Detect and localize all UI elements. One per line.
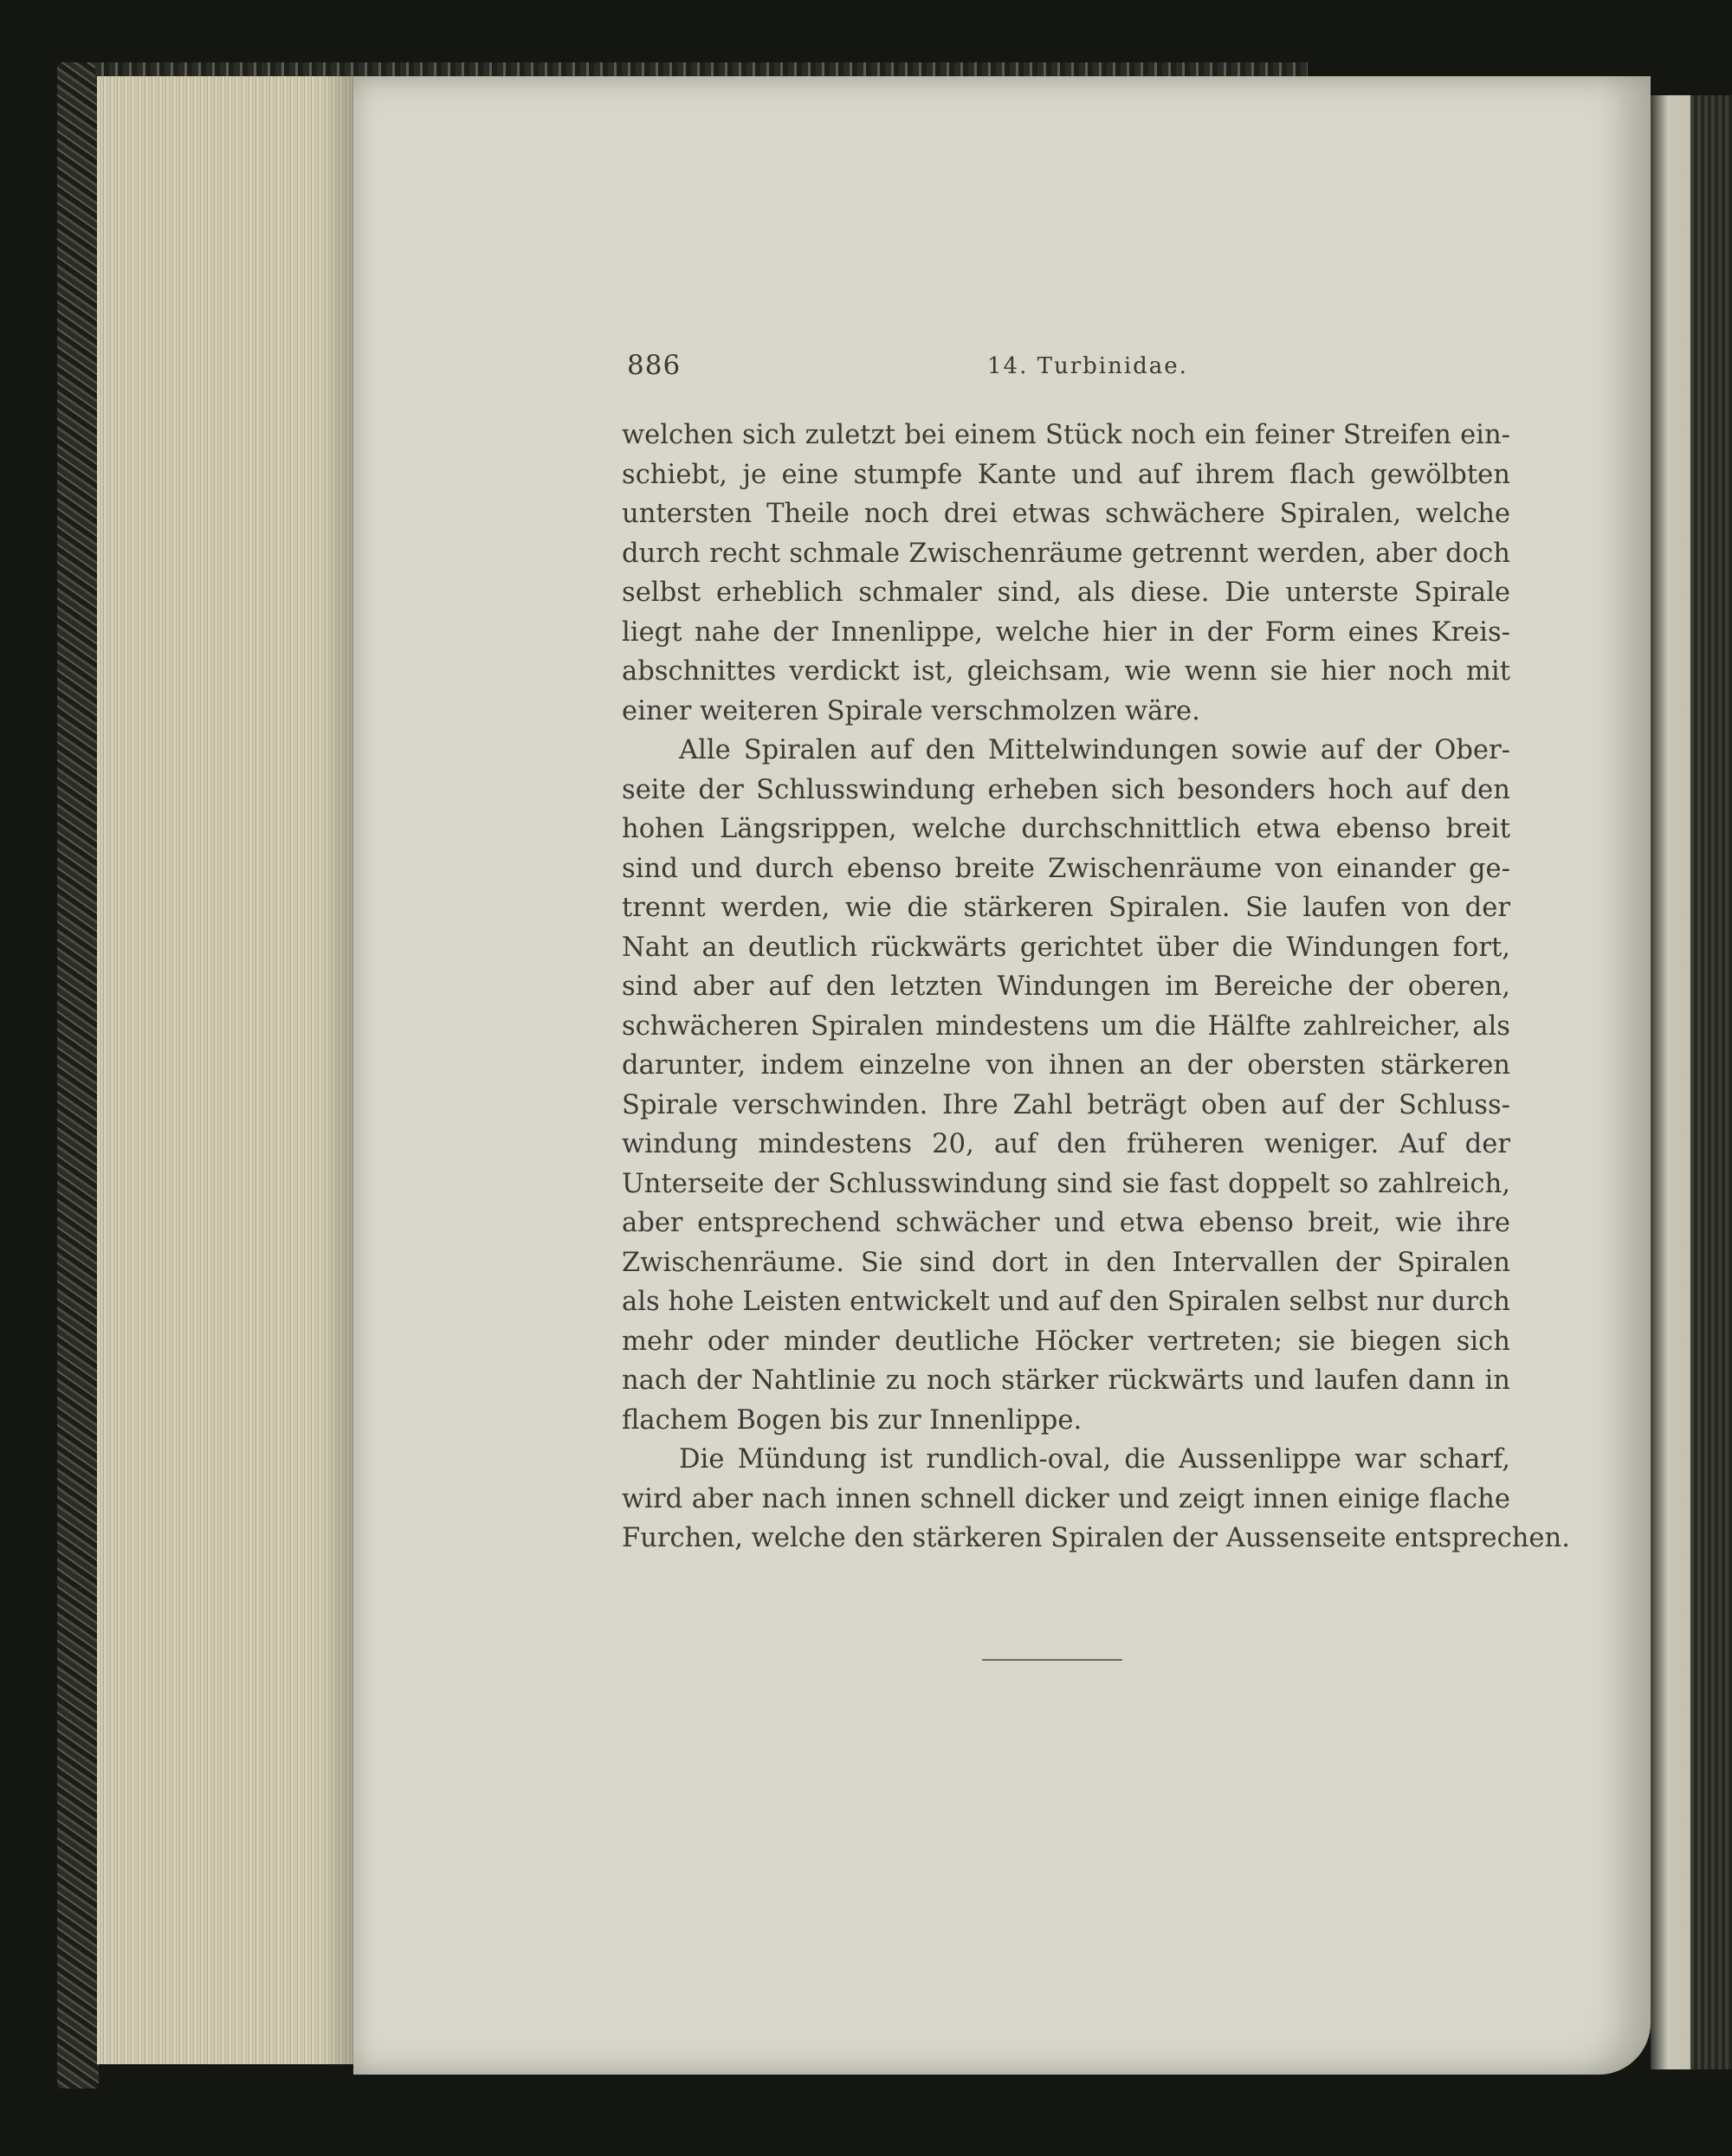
paragraph-2 (622, 731, 1510, 1440)
text-line: Naht an deutlich rückwärts gerichtet über die Windungen fort, (622, 932, 1510, 963)
text-line: einer weiteren Spirale verschmolzen wäre. (622, 695, 1200, 726)
text-line: untersten Theile noch drei etwas schwächere Spiralen, welche (622, 499, 1510, 529)
text-line: mehr oder minder deutliche Höcker vertreten; sie biegen sich (622, 1326, 1510, 1357)
text-line: Die Mündung ist rundlich-oval, die Aussenlippe war scharf, (679, 1444, 1510, 1475)
text-line: Alle Spiralen auf den Mittelwindungen sowie auf der Ober- (679, 735, 1510, 765)
text-line: aber entsprechend schwächer und etwa ebenso breit, wie ihre (622, 1208, 1510, 1238)
text-line: nach der Nahtlinie zu noch stärker rückwärts und laufen dann in (622, 1365, 1510, 1396)
text-line: sind und durch ebenso breite Zwischenräume von einander ge- (622, 853, 1510, 884)
text-line: selbst erheblich schmaler sind, als diese. Die unterste Spirale (622, 578, 1510, 608)
text-line: schiebt, je eine stumpfe Kante und auf ihrem flach gewölbten (622, 459, 1510, 490)
text-line: Furchen, welche den stärkeren Spiralen der Aussenseite entsprechen. (622, 1523, 1570, 1553)
text-line: wird aber nach innen schnell dicker und zeigt innen einige flache (622, 1483, 1510, 1514)
text-line: seite der Schlusswindung erheben sich besonders hoch auf den (622, 774, 1510, 805)
text-line: schwächeren Spiralen mindestens um die Hälfte zahlreicher, als (622, 1010, 1510, 1042)
text-line: Spirale verschwinden. Ihre Zahl beträgt oben auf der Schluss- (622, 1089, 1510, 1120)
book-cover-left (57, 62, 99, 2088)
page-edges-left (97, 76, 357, 2064)
text-line: als hohe Leisten entwickelt und auf den Spiralen selbst nur durch (622, 1287, 1510, 1317)
text-line: liegt nahe der Innenlippe, welche hier in der Form eines Kreis- (622, 616, 1510, 648)
text-line: abschnittes verdickt ist, gleichsam, wie wenn sie hier noch mit (622, 656, 1510, 687)
page-number: 886 (627, 350, 682, 381)
paragraph-3 (622, 1440, 1570, 1559)
text-line: durch recht schmale Zwischenräume getrennt werden, aber doch (622, 538, 1510, 569)
facing-page-edge (1651, 95, 1694, 2069)
running-head: 14. Turbinidae. (987, 353, 1188, 379)
text-line: trennt werden, wie die stärkeren Spiralen. Sie laufen von der (622, 893, 1510, 923)
book-cover-right (1690, 95, 1732, 2069)
text-line: welchen sich zuletzt bei einem Stück noch ein feiner Streifen ein- (622, 420, 1510, 450)
page-header (627, 350, 1514, 388)
text-line: flachem Bogen bis zur Innenlippe. (622, 1404, 1082, 1436)
body-text (622, 416, 1570, 1559)
text-line: sind aber auf den letzten Windungen im Bereiche der oberen, (622, 971, 1510, 1002)
text-line: darunter, indem einzelne von ihnen an der obersten stärkeren (622, 1050, 1510, 1081)
text-line: hohen Längsrippen, welche durchschnittlich etwa ebenso breit (622, 814, 1510, 844)
paragraph-1 (622, 416, 1510, 731)
text-line: windung mindestens 20, auf den früheren weniger. Auf der (622, 1129, 1510, 1159)
text-line: Zwischenräume. Sie sind dort in den Intervallen der Spiralen (622, 1247, 1510, 1278)
section-end-rule (982, 1659, 1122, 1661)
text-line: Unterseite der Schlusswindung sind sie fast doppelt so zahlreich, (622, 1168, 1510, 1199)
